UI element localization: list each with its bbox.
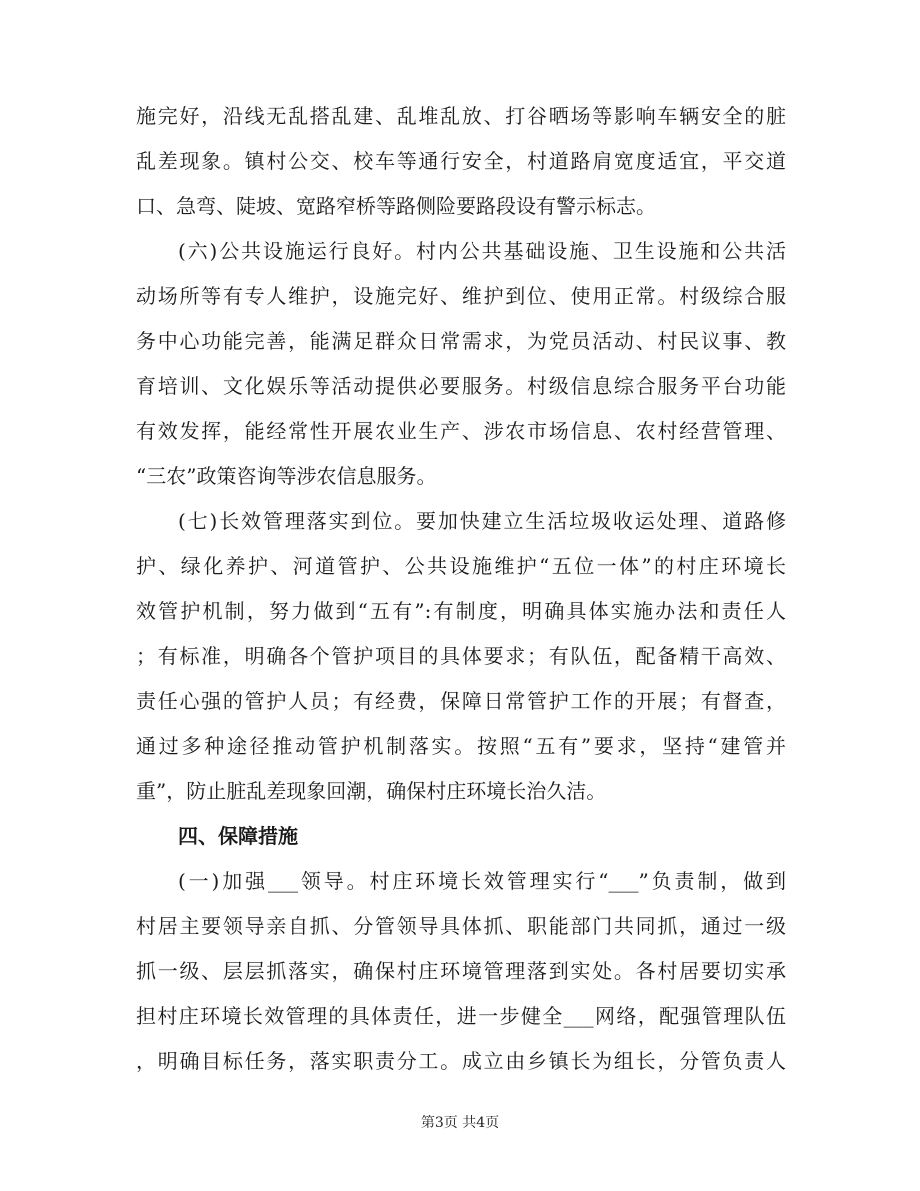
paragraph-start-line: (七)长效管理落实到位。要加快建立生活垃圾收运处理、道路修 [178,509,786,533]
paragraph-start-line: (一)加强___领导。村庄环境长效管理实行“___”负责制，做到 [178,869,786,893]
text-line: 乱差现象。镇村公交、校车等通行安全，村道路肩宽度适宜，平交道 [136,149,786,173]
text-line: 动场所等有专人维护，设施完好、维护到位、使用正常。村级综合服 [136,284,786,308]
text-line: 村居主要领导亲自抓、分管领导具体抓、职能部门共同抓，通过一级 [136,914,786,938]
text-line: 重”，防止脏乱差现象回潮，确保村庄环境长治久洁。 [136,779,607,803]
page-number-footer: 第3页 共4页 [420,1115,500,1131]
text-line: “三农”政策咨询等涉农信息服务。 [136,464,437,488]
section-heading: 四、保障措施 [178,824,298,848]
text-line: 施完好，沿线无乱搭乱建、乱堆乱放、打谷晒场等影响车辆安全的脏 [136,104,786,128]
text-line: 有效发挥，能经常性开展农业生产、涉农市场信息、农村经营管理、 [136,419,786,443]
text-line: 务中心功能完善，能满足群众日常需求，为党员活动、村民议事、教 [136,329,786,353]
text-line: 效管护机制，努力做到“五有”:有制度，明确具体实施办法和责任人 [136,599,786,623]
text-line: 通过多种途径推动管护机制落实。按照“五有”要求，坚持“建管并 [136,734,786,758]
text-line: 抓一级、层层抓落实，确保村庄环境管理落到实处。各村居要切实承 [136,959,786,983]
text-line: ，明确目标任务，落实职责分工。成立由乡镇长为组长，分管负责人 [136,1049,786,1073]
text-line: 育培训、文化娱乐等活动提供必要服务。村级信息综合服务平台功能 [136,374,786,398]
paragraph-start-line: (六)公共设施运行良好。村内公共基础设施、卫生设施和公共活 [178,239,786,263]
text-line: 护、绿化养护、河道管护、公共设施维护“五位一体”的村庄环境长 [136,554,786,578]
text-line: ；有标准，明确各个管护项目的具体要求；有队伍，配备精干高效、 [136,644,786,668]
text-line: 口、急弯、陡坡、宽路窄桥等路侧险要路段设有警示标志。 [136,194,656,218]
text-line: 担村庄环境长效管理的具体责任，进一步健全___网络，配强管理队伍 [136,1004,786,1028]
text-line: 责任心强的管护人员；有经费，保障日常管护工作的开展；有督查， [136,689,786,713]
